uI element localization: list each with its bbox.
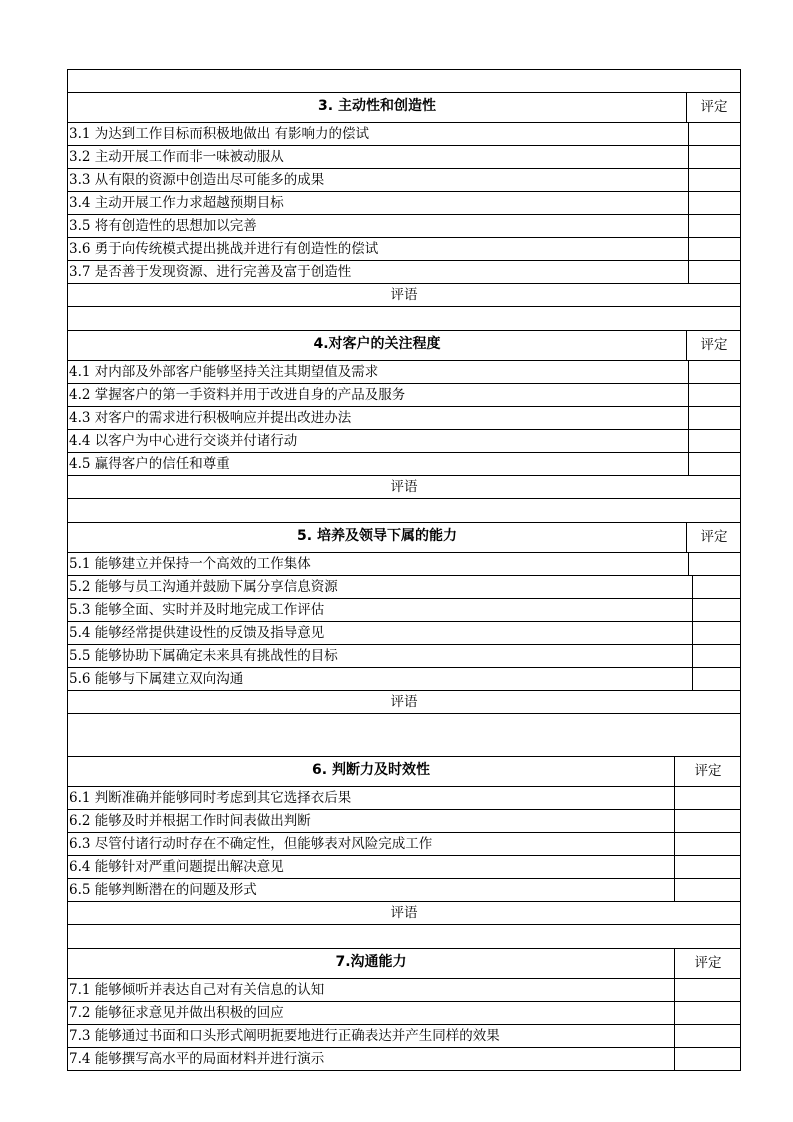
rating-header: 评定 [674,949,741,978]
criteria-row [67,123,741,146]
criteria-row [67,1048,741,1071]
rating-cell[interactable] [692,599,741,621]
section-title: 4.对客户的关注程度 [313,336,441,352]
rating-cell[interactable] [688,123,741,145]
section-title: 7.沟通能力 [335,954,407,970]
criteria-row [67,169,741,192]
criteria-text: 5.5 能够协助下属确定未来具有挑战性的目标 [69,648,338,664]
criteria-text: 3.5 将有创造性的思想加以完善 [69,218,257,234]
blank-row [67,69,741,93]
criteria-row [67,1025,741,1048]
blank-row [67,499,741,523]
comment-row[interactable]: 评语 [67,902,741,925]
criteria-text: 3.1 为达到工作目标而积极地做出 有影响力的偿试 [69,126,370,142]
rating-cell[interactable] [692,668,741,690]
rating-cell[interactable] [692,576,741,598]
criteria-text: 4.2 掌握客户的第一手资料并用于改进自身的产品及服务 [69,387,406,403]
rating-cell[interactable] [688,453,741,475]
criteria-text: 4.5 赢得客户的信任和尊重 [69,456,230,472]
section-header [67,93,741,123]
rating-cell[interactable] [688,384,741,406]
criteria-row [67,453,741,476]
rating-cell[interactable] [692,645,741,667]
criteria-text: 5.6 能够与下属建立双向沟通 [69,671,244,687]
rating-cell[interactable] [674,1002,741,1024]
rating-cell[interactable] [674,879,741,901]
criteria-row [67,599,741,622]
rating-cell[interactable] [688,430,741,452]
criteria-row [67,407,741,430]
criteria-text: 5.4 能够经常提供建设性的反馈及指导意见 [69,625,325,641]
criteria-text: 6.1 判断准确并能够同时考虑到其它选择衣后果 [69,790,352,806]
rating-header: 评定 [686,331,741,360]
criteria-text: 3.3 从有限的资源中创造出尽可能多的成果 [69,172,325,188]
criteria-text: 5.3 能够全面、实时并及时地完成工作评估 [69,602,325,618]
evaluation-form [67,69,741,1071]
rating-cell[interactable] [674,810,741,832]
rating-cell[interactable] [674,1048,741,1070]
criteria-row [67,622,741,645]
rating-cell[interactable] [688,215,741,237]
criteria-text: 3.2 主动开展工作而非一味被动服从 [69,149,284,165]
rating-cell[interactable] [674,833,741,855]
criteria-row [67,361,741,384]
rating-cell[interactable] [688,361,741,383]
criteria-row [67,430,741,453]
criteria-row [67,576,741,599]
criteria-text: 3.6 勇于向传统模式提出挑战并进行有创造性的偿试 [69,241,379,257]
section-header [67,523,741,553]
criteria-row [67,238,741,261]
criteria-row [67,192,741,215]
criteria-row [67,833,741,856]
criteria-text: 6.5 能够判断潜在的问题及形式 [69,882,257,898]
criteria-text: 5.1 能够建立并保持一个高效的工作集体 [69,556,311,572]
rating-cell[interactable] [688,553,741,575]
criteria-row [67,261,741,284]
comment-row[interactable]: 评语 [67,691,741,714]
criteria-text: 7.3 能够通过书面和口头形式阐明扼要地进行正确表达并产生同样的效果 [69,1028,500,1044]
criteria-text: 3.7 是否善于发现资源、进行完善及富于创造性 [69,264,352,280]
criteria-row [67,856,741,879]
criteria-row [67,146,741,169]
rating-header: 评定 [686,93,741,122]
rating-cell[interactable] [688,238,741,260]
section-header [67,757,741,787]
section-header [67,331,741,361]
criteria-text: 4.1 对内部及外部客户能够坚持关注其期望值及需求 [69,364,379,380]
section-title: 3. 主动性和创造性 [318,98,436,114]
criteria-text: 7.4 能够撰写高水平的局面材料并进行演示 [69,1051,325,1067]
criteria-row [67,787,741,810]
rating-cell[interactable] [692,622,741,644]
criteria-row [67,1002,741,1025]
criteria-row [67,384,741,407]
rating-cell[interactable] [688,407,741,429]
rating-cell[interactable] [688,261,741,283]
criteria-text: 4.3 对客户的需求进行积极响应并提出改进办法 [69,410,352,426]
comment-row[interactable]: 评语 [67,476,741,499]
rating-cell[interactable] [688,146,741,168]
criteria-text: 6.3 尽管付诸行动时存在不确定性，但能够表对风险完成工作 [69,836,433,852]
criteria-row [67,810,741,833]
criteria-text: 3.4 主动开展工作力求超越预期目标 [69,195,284,211]
criteria-text: 6.2 能够及时并根据工作时间表做出判断 [69,813,311,829]
rating-header: 评定 [674,757,741,786]
criteria-row [67,668,741,691]
criteria-text: 7.2 能够征求意见并做出积极的回应 [69,1005,284,1021]
criteria-text: 6.4 能够针对严重问题提出解决意见 [69,859,284,875]
criteria-text: 4.4 以客户为中心进行交谈并付诸行动 [69,433,298,449]
criteria-row [67,879,741,902]
blank-row [67,307,741,331]
criteria-row [67,979,741,1002]
rating-cell[interactable] [688,192,741,214]
blank-row [67,925,741,949]
comment-row[interactable]: 评语 [67,284,741,307]
criteria-row [67,645,741,668]
rating-cell[interactable] [674,856,741,878]
rating-cell[interactable] [674,1025,741,1047]
rating-header: 评定 [686,523,741,552]
section-title: 6. 判断力及时效性 [312,762,430,778]
criteria-text: 7.1 能够倾听并表达自己对有关信息的认知 [69,982,325,998]
blank-row [67,714,741,757]
section-header [67,949,741,979]
criteria-text: 5.2 能够与员工沟通并鼓励下属分享信息资源 [69,579,338,595]
criteria-row [67,553,741,576]
section-title: 5. 培养及领导下属的能力 [297,528,457,544]
rating-cell[interactable] [674,979,741,1001]
rating-cell[interactable] [688,169,741,191]
rating-cell[interactable] [674,787,741,809]
criteria-row [67,215,741,238]
